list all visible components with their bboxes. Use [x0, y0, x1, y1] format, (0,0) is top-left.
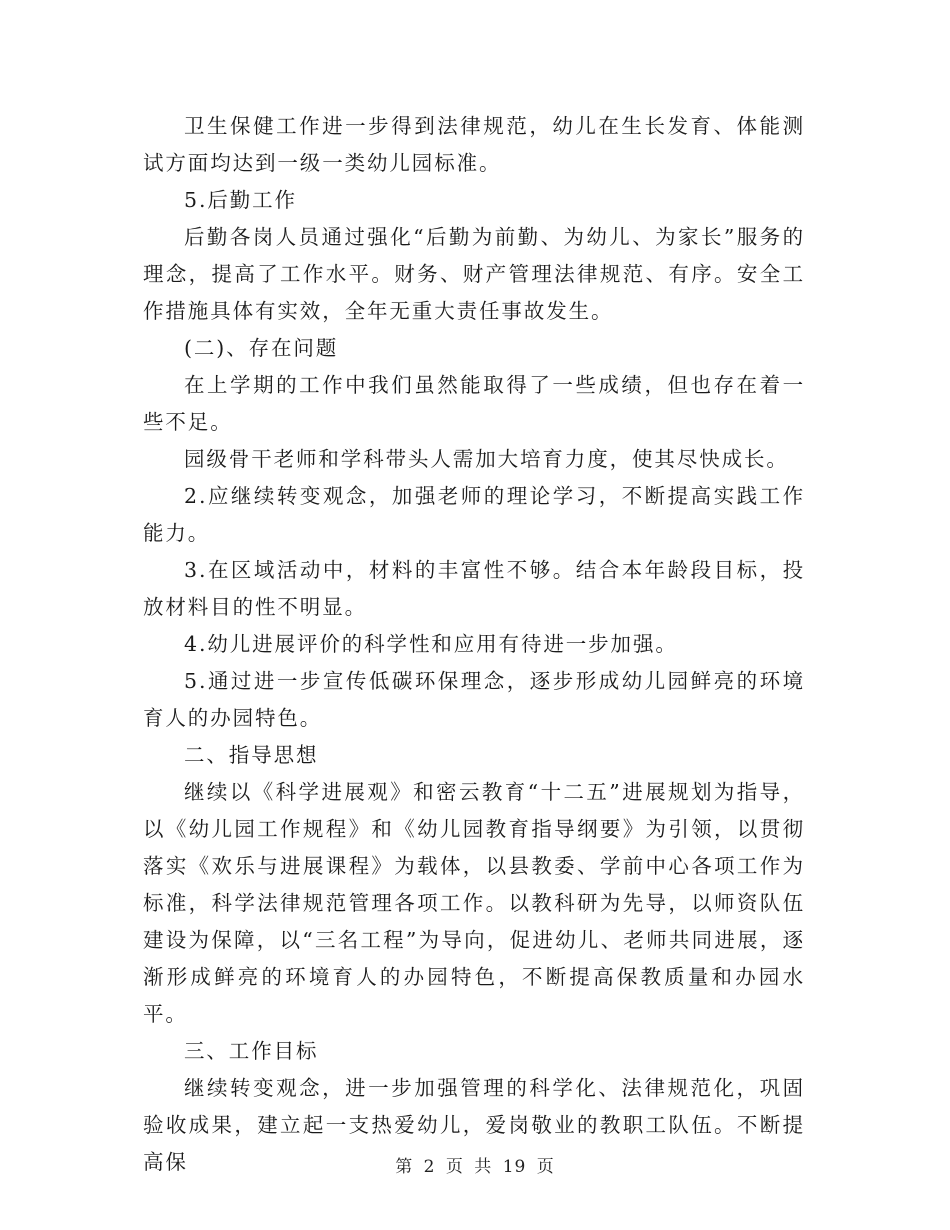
paragraph: 后勤各岗人员通过强化“后勤为前勤、为幼儿、为家长”服务的理念，提高了工作水平。财务、财产管理法律规范、有序。安全工作措施具体有实效，全年无重大责任事故发生。 [143, 225, 805, 323]
paragraph: 在上学期的工作中我们虽然能取得了一些成绩，但也存在着一些不足。 [143, 373, 805, 434]
paragraph: 继续转变观念，进一步加强管理的科学化、法律规范化，巩固验收成果，建立起一支热爱幼儿，爱岗敬业的教职工队伍。不断提高保 [143, 1076, 805, 1174]
document-body [143, 108, 805, 1181]
footer-label-ye2: 页 [536, 1157, 555, 1177]
footer-label-ye: 页 [445, 1157, 464, 1177]
section-heading: 二、指导思想 [184, 743, 319, 767]
section-heading: 三、工作目标 [184, 1039, 319, 1063]
paragraph: 2.应继续转变观念，加强老师的理论学习，不断提高实践工作能力。 [143, 484, 805, 545]
paragraph: 5.通过进一步宣传低碳环保理念，逐步形成幼儿园鲜亮的环境育人的办园特色。 [143, 669, 805, 730]
page-footer [0, 1152, 950, 1177]
footer-label-di: 第 [395, 1157, 414, 1177]
paragraph: 继续以《科学进展观》和密云教育“十二五”进展规划为指导，以《幼儿园工作规程》和《幼儿园教育指导纲要》为引领，以贯彻落实《欢乐与进展课程》为载体，以县教委、学前中心各项工作为标准，科学法律规范管理各项工作。以教科研为先导，以师资队伍建设为保障，以“三名工程”为导向，促进幼儿、老师共同进展，逐渐形成鲜亮的环境育人的办园特色，不断提高保教质量和办园水平。 [143, 780, 805, 1026]
paragraph: 3.在区域活动中，材料的丰富性不够。结合本年龄段目标，投放材料目的性不明显。 [143, 558, 805, 619]
footer-label-gong: 共 [474, 1157, 493, 1177]
section-heading: 5.后勤工作 [184, 188, 297, 212]
footer-page-number: 2 [423, 1157, 436, 1177]
paragraph: 园级骨干老师和学科带头人需加大培育力度，使其尽快成长。 [184, 447, 789, 471]
paragraph: 4.幼儿进展评价的科学性和应用有待进一步加强。 [184, 632, 678, 656]
footer-total-pages: 19 [502, 1157, 527, 1177]
paragraph: 卫生保健工作进一步得到法律规范，幼儿在生长发育、体能测试方面均达到一级一类幼儿园标准。 [143, 114, 805, 175]
section-heading: (二)、存在问题 [184, 336, 339, 360]
